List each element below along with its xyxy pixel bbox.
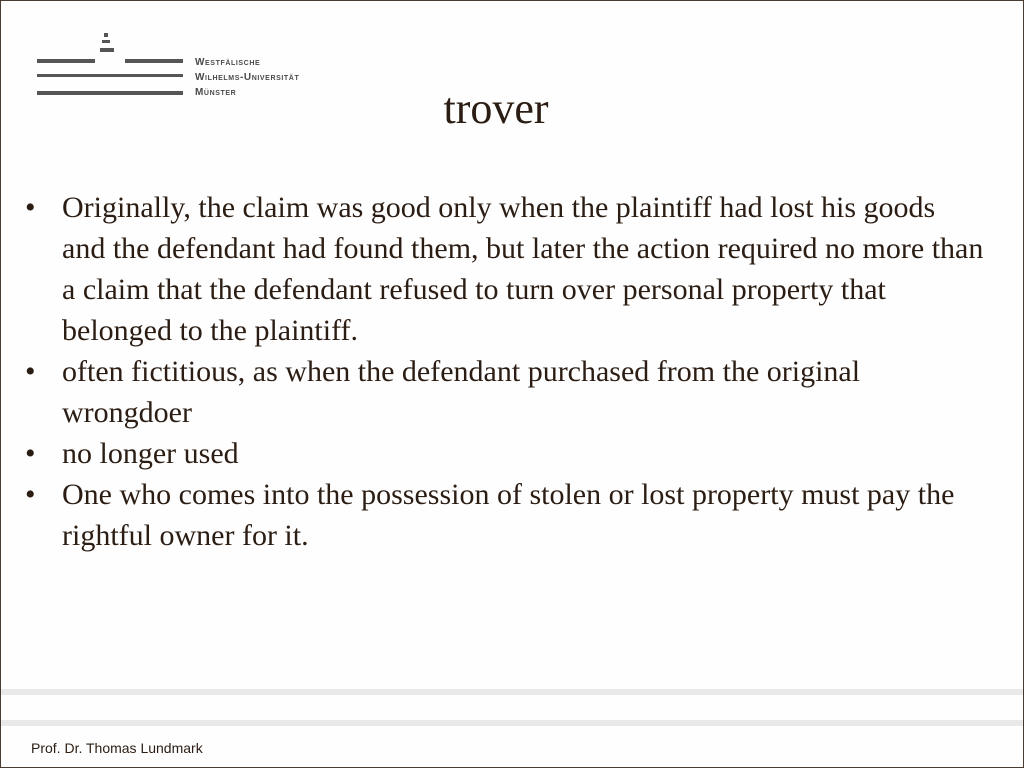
bullet-item — [25, 187, 985, 351]
bullet-text: often fictitious, as when the defendant purchased from the original wrongdoer — [62, 355, 861, 429]
bullet-text: Originally, the claim was good only when the plaintiff had lost his goods and the defendant had found them, but later the action required no more than a claim that the defendant refused to turn over personal property that belonged to the plaintiff. — [62, 191, 984, 347]
footer-divider — [1, 720, 1023, 726]
bullet-icon: • — [25, 355, 36, 388]
university-name-line: Wilhelms-Universität — [195, 72, 300, 83]
slide-title: trover — [443, 84, 549, 133]
bullet-text: no longer used — [62, 437, 239, 470]
university-name-line: Münster — [195, 87, 237, 98]
bullet-item — [25, 351, 985, 433]
bullet-item — [25, 433, 985, 474]
bullet-item — [25, 474, 985, 556]
footer-divider — [1, 689, 1023, 695]
bullet-list — [25, 187, 985, 556]
bullet-icon: • — [25, 191, 36, 224]
university-name-line: Westfälische — [195, 57, 261, 68]
bullet-icon: • — [25, 437, 36, 470]
bullet-icon: • — [25, 478, 36, 511]
footer-author: Prof. Dr. Thomas Lundmark — [31, 740, 203, 756]
bullet-text: One who comes into the possession of stolen or lost property must pay the rightful owner for it. — [62, 478, 955, 552]
